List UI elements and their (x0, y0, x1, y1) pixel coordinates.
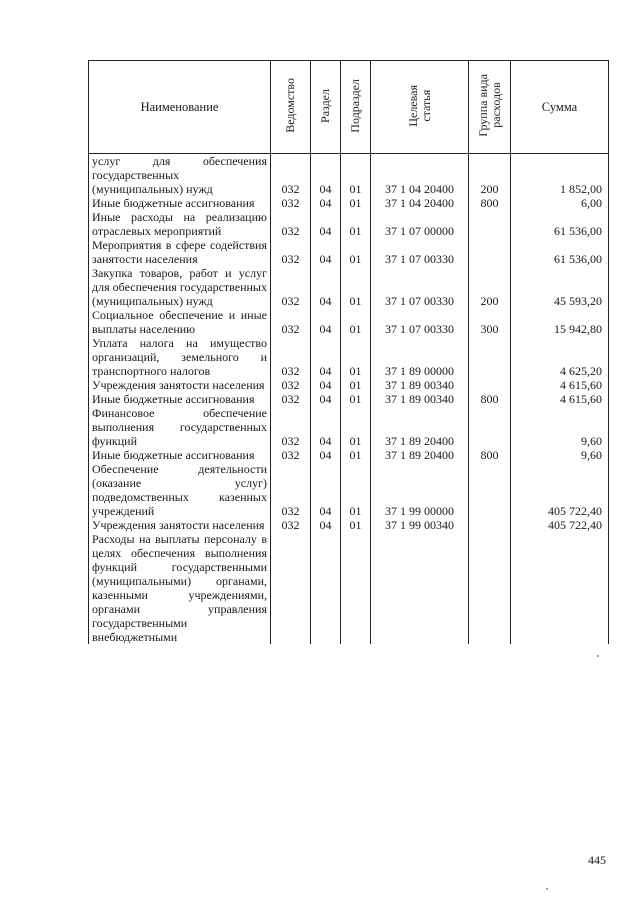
cell-podrazdel: 01 (341, 210, 371, 238)
cell-podrazdel: 01 (341, 336, 371, 378)
cell-podrazdel (341, 532, 371, 644)
cell-podrazdel: 01 (341, 378, 371, 392)
cell-vedomstvo: 032 (271, 448, 311, 462)
header-name: Наименование (89, 61, 271, 154)
cell-target-article: 37 1 89 20400 (371, 406, 469, 448)
cell-podrazdel: 01 (341, 196, 371, 210)
cell-target-article (371, 532, 469, 644)
cell-target-article: 37 1 89 00340 (371, 392, 469, 406)
cell-target-article: 37 1 04 20400 (371, 196, 469, 210)
cell-expense-group: 200 (469, 154, 511, 197)
cell-razdel: 04 (311, 196, 341, 210)
cell-expense-group (469, 532, 511, 644)
cell-razdel: 04 (311, 392, 341, 406)
cell-expense-group: 300 (469, 308, 511, 336)
cell-target-article: 37 1 99 00340 (371, 518, 469, 532)
cell-sum: 4 615,60 (511, 378, 609, 392)
cell-expense-group (469, 518, 511, 532)
cell-sum: 45 593,20 (511, 266, 609, 308)
cell-name: Учреждения занятости населения (89, 378, 271, 392)
cell-name: Иные бюджетные ассигнования (89, 196, 271, 210)
cell-vedomstvo: 032 (271, 308, 311, 336)
cell-name: Финансовое обеспечение выполнения государственных функций (89, 406, 271, 448)
scan-speck (597, 655, 599, 657)
cell-podrazdel: 01 (341, 154, 371, 197)
cell-target-article: 37 1 89 20400 (371, 448, 469, 462)
cell-sum: 405 722,40 (511, 462, 609, 518)
cell-podrazdel: 01 (341, 406, 371, 448)
cell-razdel: 04 (311, 406, 341, 448)
cell-razdel: 04 (311, 336, 341, 378)
cell-sum: 61 536,00 (511, 238, 609, 266)
table-row (89, 266, 609, 308)
cell-razdel: 04 (311, 518, 341, 532)
cell-target-article: 37 1 99 00000 (371, 462, 469, 518)
cell-razdel: 04 (311, 378, 341, 392)
cell-expense-group: 200 (469, 266, 511, 308)
cell-name: Мероприятия в сфере содействия занятости населения (89, 238, 271, 266)
table-row (89, 518, 609, 532)
table-row (89, 154, 609, 197)
cell-razdel: 04 (311, 448, 341, 462)
cell-razdel: 04 (311, 308, 341, 336)
cell-target-article: 37 1 89 00340 (371, 378, 469, 392)
cell-sum: 15 942,80 (511, 308, 609, 336)
cell-podrazdel: 01 (341, 462, 371, 518)
table-row-continued (89, 532, 609, 644)
cell-expense-group (469, 406, 511, 448)
cell-razdel: 04 (311, 210, 341, 238)
cell-vedomstvo: 032 (271, 392, 311, 406)
cell-vedomstvo: 032 (271, 238, 311, 266)
cell-name: Учреждения занятости населения (89, 518, 271, 532)
cell-name: Иные бюджетные ассигнования (89, 448, 271, 462)
cell-expense-group (469, 378, 511, 392)
cell-vedomstvo: 032 (271, 378, 311, 392)
cell-sum (511, 532, 609, 644)
cell-name: Расходы на выплаты персоналу в целях обеспечения выполнения функций государственными (муниципальными) органами, казенными учреждениями, органами управления государственными внебюджетными (89, 532, 271, 644)
cell-podrazdel: 01 (341, 448, 371, 462)
header-podrazdel: Подраздел (341, 61, 371, 154)
cell-sum: 9,60 (511, 406, 609, 448)
table-row (89, 336, 609, 378)
cell-vedomstvo: 032 (271, 518, 311, 532)
cell-name: Закупка товаров, работ и услуг для обеспечения государственных (муниципальных) нужд (89, 266, 271, 308)
table-row (89, 406, 609, 448)
cell-target-article: 37 1 07 00000 (371, 210, 469, 238)
cell-target-article: 37 1 89 00000 (371, 336, 469, 378)
cell-vedomstvo (271, 532, 311, 644)
cell-razdel: 04 (311, 238, 341, 266)
cell-name: услуг для обеспечения государственных (муниципальных) нужд (89, 154, 271, 197)
cell-vedomstvo: 032 (271, 406, 311, 448)
cell-vedomstvo: 032 (271, 462, 311, 518)
cell-podrazdel: 01 (341, 308, 371, 336)
table-body (89, 154, 609, 645)
cell-name: Иные бюджетные ассигнования (89, 392, 271, 406)
cell-expense-group: 800 (469, 448, 511, 462)
cell-sum: 6,00 (511, 196, 609, 210)
cell-vedomstvo: 032 (271, 196, 311, 210)
cell-sum: 9,60 (511, 448, 609, 462)
cell-vedomstvo: 032 (271, 336, 311, 378)
cell-podrazdel: 01 (341, 518, 371, 532)
cell-podrazdel: 01 (341, 238, 371, 266)
cell-name: Обеспечение деятельности (оказание услуг) подведомственных казенных учреждений (89, 462, 271, 518)
header-razdel: Раздел (311, 61, 341, 154)
cell-podrazdel: 01 (341, 266, 371, 308)
cell-expense-group (469, 336, 511, 378)
cell-target-article: 37 1 07 00330 (371, 308, 469, 336)
cell-expense-group (469, 462, 511, 518)
table-header-row (89, 61, 609, 154)
cell-expense-group (469, 238, 511, 266)
header-sum: Сумма (511, 61, 609, 154)
cell-vedomstvo: 032 (271, 210, 311, 238)
table-row (89, 238, 609, 266)
cell-target-article: 37 1 04 20400 (371, 154, 469, 197)
cell-sum: 4 625,20 (511, 336, 609, 378)
cell-target-article: 37 1 07 00330 (371, 266, 469, 308)
cell-target-article: 37 1 07 00330 (371, 238, 469, 266)
budget-table (88, 60, 609, 644)
cell-name: Социальное обеспечение и иные выплаты населению (89, 308, 271, 336)
cell-razdel: 04 (311, 462, 341, 518)
cell-vedomstvo: 032 (271, 266, 311, 308)
table-row (89, 462, 609, 518)
table-row (89, 210, 609, 238)
cell-expense-group: 800 (469, 392, 511, 406)
cell-razdel: 04 (311, 266, 341, 308)
page-number: 445 (588, 853, 606, 867)
table-row (89, 448, 609, 462)
table-row (89, 308, 609, 336)
table-row (89, 392, 609, 406)
cell-razdel: 04 (311, 154, 341, 197)
cell-podrazdel: 01 (341, 392, 371, 406)
scan-speck (546, 888, 548, 890)
cell-expense-group (469, 210, 511, 238)
cell-vedomstvo: 032 (271, 154, 311, 197)
cell-razdel (311, 532, 341, 644)
table-row (89, 196, 609, 210)
table-row (89, 378, 609, 392)
cell-sum: 1 852,00 (511, 154, 609, 197)
cell-sum: 4 615,60 (511, 392, 609, 406)
header-vedomstvo: Ведомство (271, 61, 311, 154)
cell-name: Иные расходы на реализацию отраслевых мероприятий (89, 210, 271, 238)
header-target-article: Целевая статья (371, 61, 469, 154)
header-expense-group: Группа вида расходов (469, 61, 511, 154)
cell-expense-group: 800 (469, 196, 511, 210)
cell-sum: 405 722,40 (511, 518, 609, 532)
cell-sum: 61 536,00 (511, 210, 609, 238)
cell-name: Уплата налога на имущество организаций, земельного и транспортного налогов (89, 336, 271, 378)
